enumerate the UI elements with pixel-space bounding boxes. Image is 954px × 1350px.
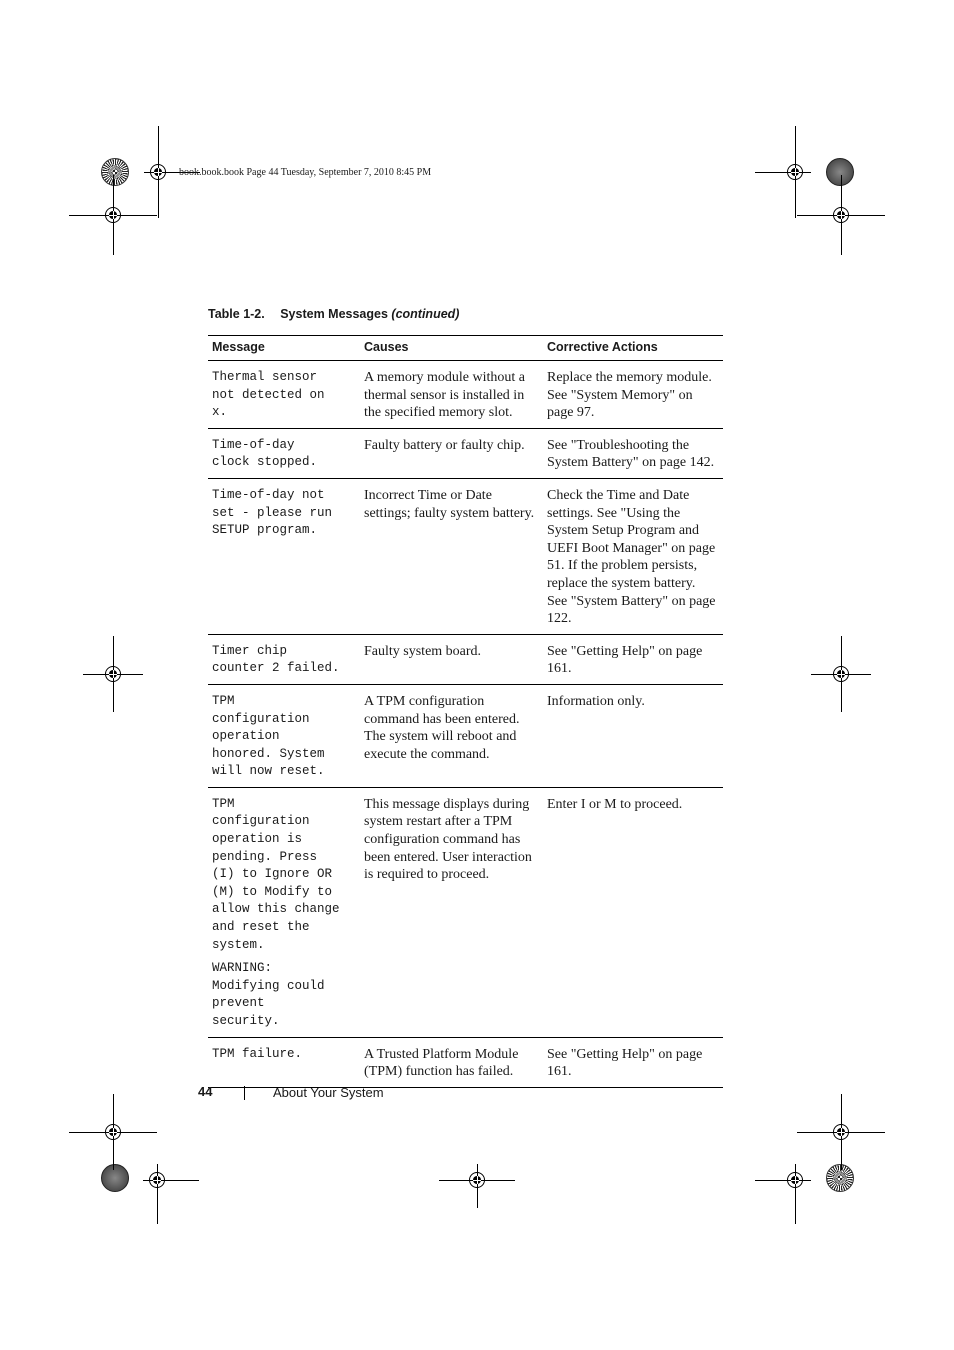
message-cell: Thermal sensor not detected on x. — [208, 361, 360, 429]
table-row — [208, 428, 723, 478]
table-row — [208, 634, 723, 684]
cause-cell: A Trusted Platform Module (TPM) function has failed. — [360, 1037, 543, 1087]
action-cell: Enter I or M to proceed. — [543, 787, 723, 1037]
action-cell: Information only. — [543, 684, 723, 787]
table-caption — [208, 307, 459, 321]
column-header-causes: Causes — [360, 336, 543, 361]
table-row — [208, 684, 723, 787]
column-header-corrective-actions: Corrective Actions — [543, 336, 723, 361]
print-header-line: book.book.book Page 44 Tuesday, September 7, 2010 8:45 PM — [179, 167, 432, 178]
table-row — [208, 787, 723, 1037]
footer-divider — [244, 1086, 245, 1100]
registration-disc-icon — [826, 1164, 854, 1192]
cause-cell: Faulty battery or faulty chip. — [360, 428, 543, 478]
cause-cell: A TPM configuration command has been entered. The system will reboot and execute the command. — [360, 684, 543, 787]
message-cell: TPM failure. — [208, 1037, 360, 1087]
action-cell: Check the Time and Date settings. See "Using the System Setup Program and UEFI Boot Manager" on page 51. If the problem persists, replace the system battery. See "System Battery" on page 122. — [543, 478, 723, 634]
message-cell: TPM configuration operation honored. System will now reset. — [208, 684, 360, 787]
column-header-message: Message — [208, 336, 360, 361]
message-warning-text: WARNING: Modifying could prevent security. — [212, 961, 325, 1028]
table-row — [208, 478, 723, 634]
cause-cell: Faulty system board. — [360, 634, 543, 684]
action-cell: Replace the memory module. See "System Memory" on page 97. — [543, 361, 723, 429]
action-cell: See "Getting Help" on page 161. — [543, 634, 723, 684]
registration-disc-icon — [101, 158, 129, 186]
table-caption-title: System Messages — [280, 307, 388, 321]
system-messages-table — [208, 335, 723, 1088]
message-cell: Time-of-day clock stopped. — [208, 428, 360, 478]
message-cell: Time-of-day not set - please run SETUP program. — [208, 478, 360, 634]
registration-disc-icon — [826, 158, 854, 186]
message-cell — [208, 787, 360, 1037]
table-row — [208, 361, 723, 429]
message-cell: Timer chip counter 2 failed. — [208, 634, 360, 684]
action-cell: See "Getting Help" on page 161. — [543, 1037, 723, 1087]
cause-cell: Incorrect Time or Date settings; faulty system battery. — [360, 478, 543, 634]
registration-disc-icon — [101, 1164, 129, 1192]
table-caption-number: Table 1-2. — [208, 307, 265, 321]
table-header-row — [208, 336, 723, 361]
cause-cell: A memory module without a thermal sensor is installed in the specified memory slot. — [360, 361, 543, 429]
footer-section-title: About Your System — [273, 1085, 384, 1100]
action-cell: See "Troubleshooting the System Battery" on page 142. — [543, 428, 723, 478]
cause-cell: This message displays during system restart after a TPM configuration command has been entered. User interaction is required to proceed. — [360, 787, 543, 1037]
table-caption-suffix: (continued) — [391, 307, 460, 321]
page-number: 44 — [198, 1084, 213, 1099]
message-text: TPM configuration operation is pending. Press (I) to Ignore OR (M) to Modify to allow this change and reset the system. — [212, 796, 340, 952]
table-row — [208, 1037, 723, 1087]
